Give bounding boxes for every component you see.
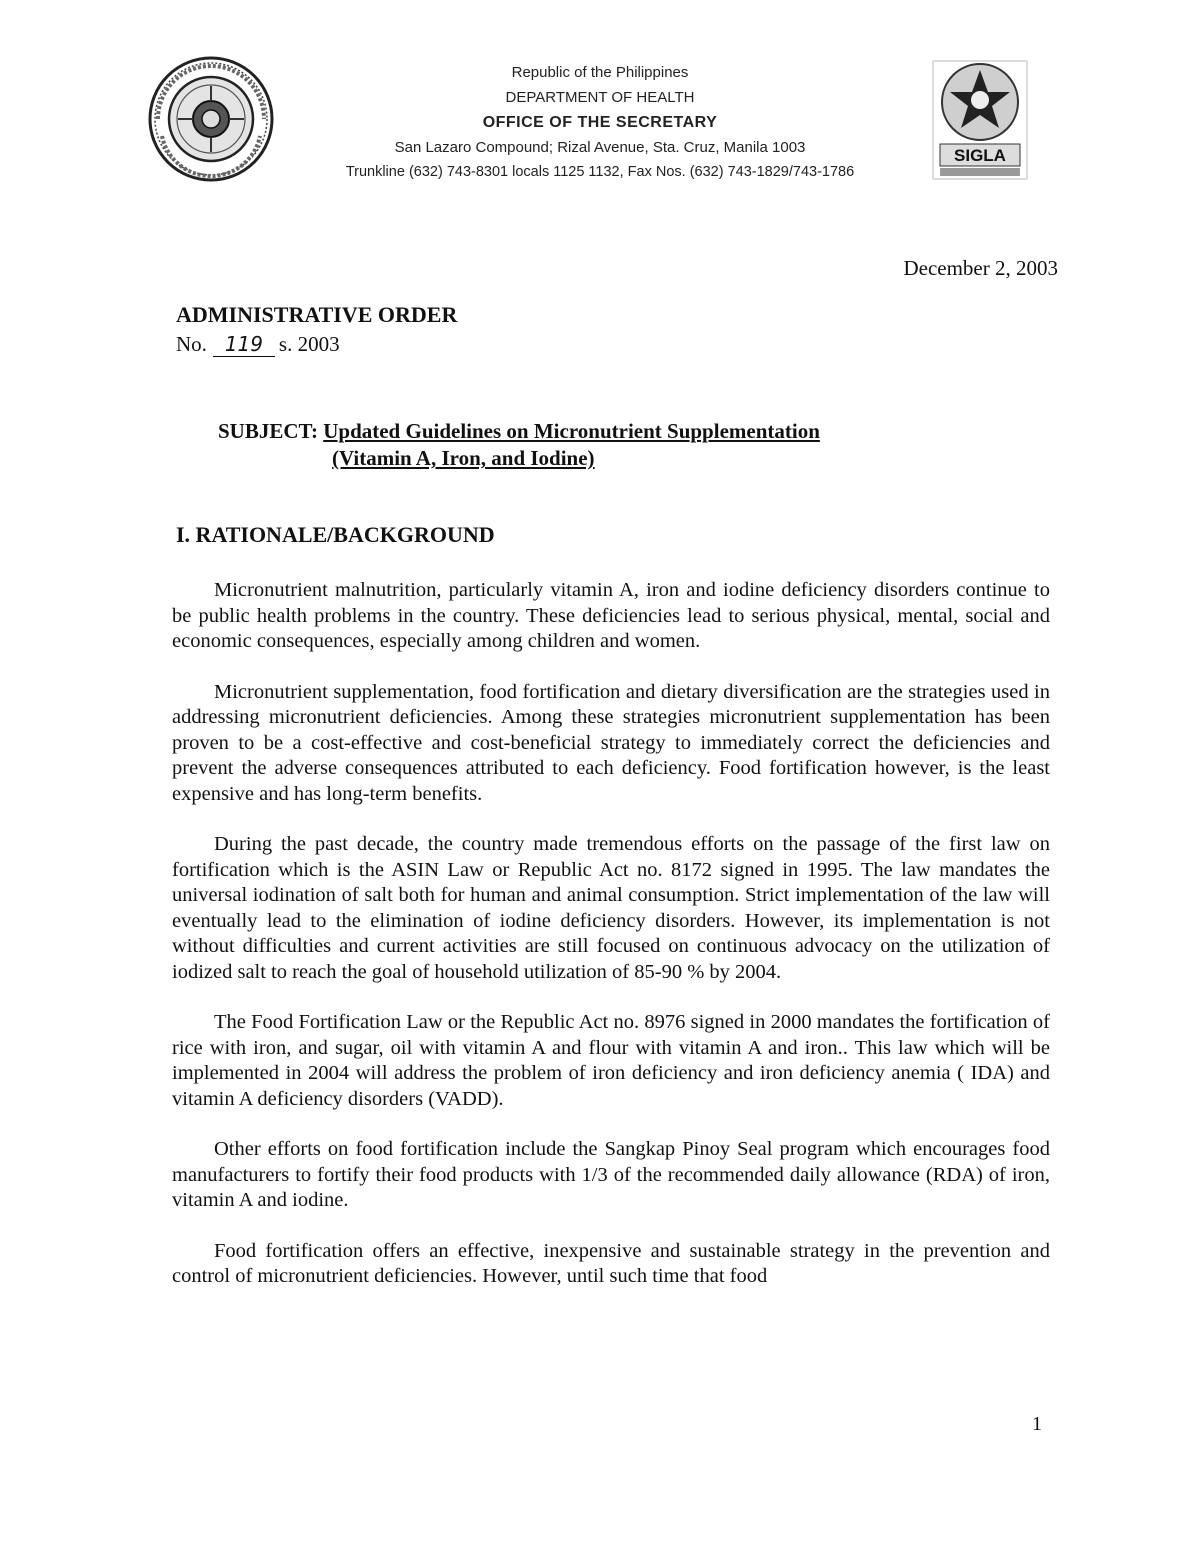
letterhead-office: OFFICE OF THE SECRETARY <box>482 114 718 131</box>
letterhead-address: San Lazaro Compound; Rizal Avenue, Sta. Cruz, Manila 1003 <box>394 139 806 156</box>
section-heading: I. RATIONALE/BACKGROUND <box>176 522 495 547</box>
order-number-line <box>176 332 340 357</box>
paragraph: Other efforts on food fortification include the Sangkap Pinoy Seal program which encourages food manufacturers to fortify their food products with 1/3 of the recommended daily allowance (RDA) of iron, vitamin A and iodine. <box>172 1138 1050 1211</box>
subject-line-2: (Vitamin A, Iron, and Iodine) <box>332 446 595 470</box>
paragraph: Micronutrient malnutrition, particularly vitamin A, iron and iodine deficiency disorders continue to be public health problems in the country. These deficiencies lead to serious physical, mental, social and economic consequences, especially among children and women. <box>172 579 1050 652</box>
subject-line-1: Updated Guidelines on Micronutrient Supplementation <box>323 419 820 443</box>
page-number: 1 <box>1032 1413 1042 1435</box>
paragraph: Micronutrient supplementation, food fortification and dietary diversification are the strategies used in addressing micronutrient deficiencies. Among these strategies micronutrient supplementation has been proven to be a cost-effective and cost-beneficial strategy to immediately correct the deficiencies and prevent the adverse consequences attributed to each deficiency. Food fortification however, is the least expensive and has long-term benefits. <box>172 680 1050 805</box>
order-series: s. 2003 <box>278 332 340 356</box>
body-text <box>172 578 1050 1315</box>
sentrong-sigla-seal-icon <box>932 60 1028 180</box>
subject <box>218 418 820 472</box>
order-number: 119 <box>213 332 275 357</box>
document-date: December 2, 2003 <box>903 256 1058 280</box>
letterhead <box>250 60 950 185</box>
sigla-seal-text: SIGLA <box>954 146 1006 165</box>
letterhead-trunkline: Trunkline (632) 743-8301 locals 1125 1132, Fax Nos. (632) 743-1829/743-1786 <box>345 164 855 180</box>
subject-label: SUBJECT: <box>218 419 318 443</box>
paragraph: Food fortification offers an effective, inexpensive and sustainable strategy in the prevention and control of micronutrient deficiencies. However, until such time that food <box>172 1239 1050 1287</box>
order-title: ADMINISTRATIVE ORDER <box>176 302 458 327</box>
paragraph: The Food Fortification Law or the Republic Act no. 8976 signed in 2000 mandates the fortification of rice with iron, and sugar, oil with vitamin A and flour with vitamin A and iron.. This law which will be implemented in 2004 will address the problem of iron deficiency and iron deficiency anemia ( IDA) and vitamin A deficiency disorders (VADD). <box>172 1011 1050 1110</box>
order-no-label: No. <box>176 332 207 356</box>
paragraph: During the past decade, the country made tremendous efforts on the passage of the first law on fortification which is the ASIN Law or Republic Act no. 8172 signed in 1995. The law mandates the universal iodination of salt both for human and animal consumption. Strict implementation of the law will eventually lead to the elimination of iodine deficiency disorders. However, its implementation is not without difficulties and current activities are still focused on continuous advocacy on the utilization of iodized salt to reach the goal of household utilization of 85-90 % by 2004. <box>172 833 1050 983</box>
letterhead-republic: Republic of the Philippines <box>511 64 689 81</box>
letterhead-department: DEPARTMENT OF HEALTH <box>505 89 695 106</box>
